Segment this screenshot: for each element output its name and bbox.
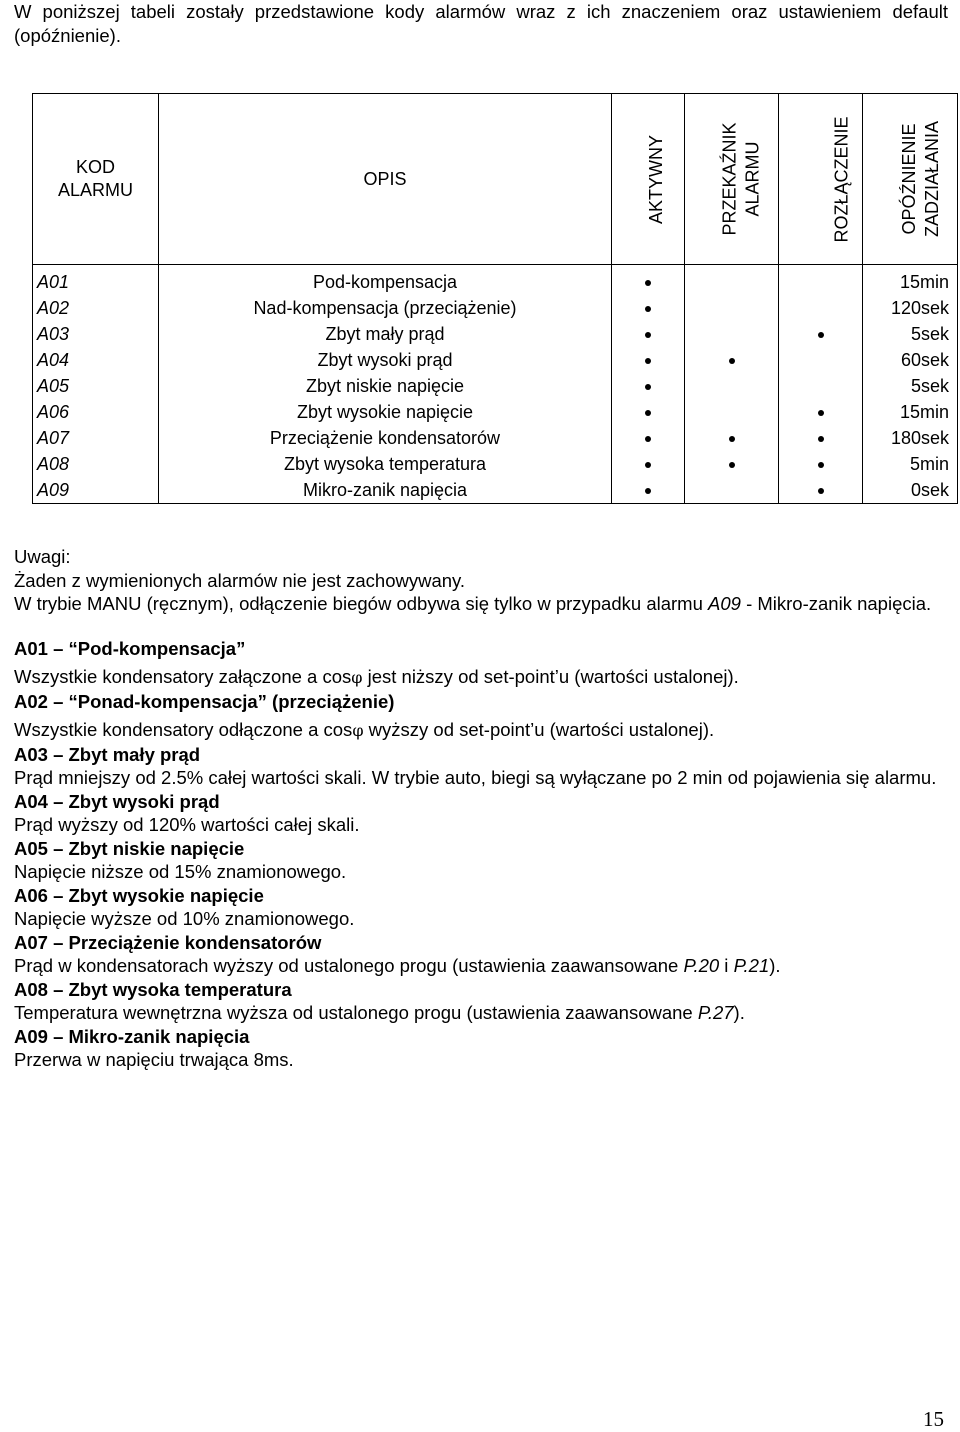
cell-code: A07 [33, 425, 159, 451]
cell-relay [685, 477, 779, 504]
bullet-dot-icon [729, 462, 735, 468]
cell-delay: 5sek [863, 373, 958, 399]
section-a04-heading: A04 – Zbyt wysoki prąd [14, 790, 220, 812]
bullet-dot-icon [818, 488, 824, 494]
cell-description: Pod-kompensacja [159, 269, 612, 295]
cell-active [612, 321, 685, 347]
section-a06-text: Napięcie wyższe od 10% znamionowego. [14, 908, 355, 929]
cell-delay: 180sek [863, 425, 958, 451]
bullet-dot-icon [645, 358, 651, 364]
cell-disconnect [779, 269, 863, 295]
cell-relay [685, 269, 779, 295]
cell-delay: 15min [863, 399, 958, 425]
cell-description: Zbyt mały prąd [159, 321, 612, 347]
bullet-dot-icon [729, 358, 735, 364]
section-a09-text: Przerwa w napięciu trwająca 8ms. [14, 1049, 294, 1070]
cell-delay: 0sek [863, 477, 958, 504]
cell-relay [685, 373, 779, 399]
section-a07-text: Prąd w kondensatorach wyższy od ustalonego progu (ustawienia zaawansowane P.20 i P.21). [14, 955, 781, 976]
cell-active [612, 373, 685, 399]
cell-relay [685, 451, 779, 477]
cell-description: Przeciążenie kondensatorów [159, 425, 612, 451]
notes-line-1: Żaden z wymienionych alarmów nie jest zachowywany. [14, 569, 466, 591]
cell-active [612, 477, 685, 504]
cell-disconnect [779, 425, 863, 451]
notes-line-2: W trybie MANU (ręcznym), odłączenie biegów odbywa się tylko w przypadku alarmu A09 - Mikro-zanik napięcia. [14, 593, 932, 614]
cell-active [612, 425, 685, 451]
section-a03-heading: A03 – Zbyt mały prąd [14, 743, 201, 765]
cell-relay [685, 321, 779, 347]
section-a01-text: Wszystkie kondensatory załączone a cosφ jest niższy od set-point’u (wartości ustalonej). [14, 666, 739, 687]
cell-description: Zbyt wysokie napięcie [159, 399, 612, 425]
section-a09-heading: A09 – Mikro-zanik napięcia [14, 1025, 250, 1047]
cell-description: Zbyt wysoki prąd [159, 347, 612, 373]
cell-relay [685, 295, 779, 321]
table-row [33, 425, 958, 451]
cell-delay: 120sek [863, 295, 958, 321]
section-a08-heading: A08 – Zbyt wysoka temperatura [14, 978, 292, 1000]
bullet-dot-icon [645, 462, 651, 468]
section-a07-heading: A07 – Przeciążenie kondensatorów [14, 931, 322, 953]
cell-relay [685, 347, 779, 373]
table-row [33, 477, 958, 504]
bullet-dot-icon [645, 306, 651, 312]
table-row [33, 321, 958, 347]
section-a02-heading: A02 – “Ponad-kompensacja” (przeciążenie) [14, 690, 395, 712]
page-number: 15 [923, 1407, 944, 1431]
bullet-dot-icon [645, 410, 651, 416]
header-disconnect: ROZŁĄCZENIE [779, 94, 863, 265]
section-a05-text: Napięcie niższe od 15% znamionowego. [14, 861, 347, 882]
bullet-dot-icon [818, 410, 824, 416]
header-alarm-relay: PRZEKAŹNIK ALARMU [685, 94, 779, 265]
cell-disconnect [779, 477, 863, 504]
cell-active [612, 451, 685, 477]
table-row [33, 295, 958, 321]
header-active: AKTYWNY [612, 94, 685, 265]
cell-active [612, 295, 685, 321]
bullet-dot-icon [818, 436, 824, 442]
table-row [33, 269, 958, 295]
cell-description: Nad-kompensacja (przeciążenie) [159, 295, 612, 321]
table-row [33, 399, 958, 425]
cell-disconnect [779, 321, 863, 347]
table-row [33, 451, 958, 477]
table-row [33, 347, 958, 373]
header-description: OPIS [159, 94, 612, 265]
header-code: KOD ALARMU [33, 94, 159, 265]
section-a01-heading: A01 – “Pod-kompensacja” [14, 637, 246, 659]
bullet-dot-icon [645, 332, 651, 338]
cell-code: A02 [33, 295, 159, 321]
intro-paragraph: W poniższej tabeli zostały przedstawione kody alarmów wraz z ich znaczeniem oraz ustawieniem default (opóźnienie). [14, 1, 948, 46]
cell-code: A08 [33, 451, 159, 477]
bullet-dot-icon [645, 436, 651, 442]
cell-active [612, 399, 685, 425]
cell-description: Zbyt wysoka temperatura [159, 451, 612, 477]
cell-disconnect [779, 347, 863, 373]
bullet-dot-icon [645, 488, 651, 494]
cell-code: A01 [33, 269, 159, 295]
cell-disconnect [779, 373, 863, 399]
cell-code: A06 [33, 399, 159, 425]
cell-active [612, 269, 685, 295]
header-delay: OPÓŹNIENIE ZADZIAŁANIA [863, 94, 958, 265]
cell-code: A05 [33, 373, 159, 399]
bullet-dot-icon [645, 384, 651, 390]
cell-relay [685, 399, 779, 425]
section-a06-heading: A06 – Zbyt wysokie napięcie [14, 884, 264, 906]
cell-disconnect [779, 451, 863, 477]
cell-disconnect [779, 295, 863, 321]
notes-section [14, 545, 944, 1072]
bullet-dot-icon [729, 436, 735, 442]
cell-code: A04 [33, 347, 159, 373]
cell-delay: 60sek [863, 347, 958, 373]
cell-relay [685, 425, 779, 451]
bullet-dot-icon [818, 332, 824, 338]
notes-title: Uwagi: [14, 546, 71, 567]
section-a05-heading: A05 – Zbyt niskie napięcie [14, 837, 245, 859]
cell-active [612, 347, 685, 373]
cell-disconnect [779, 399, 863, 425]
alarm-codes-table [32, 93, 958, 504]
section-a04-text: Prąd wyższy od 120% wartości całej skali. [14, 814, 360, 835]
cell-description: Mikro-zanik napięcia [159, 477, 612, 504]
table-row [33, 373, 958, 399]
cell-delay: 5sek [863, 321, 958, 347]
section-a08-text: Temperatura wewnętrzna wyższa od ustalonego progu (ustawienia zaawansowane P.27). [14, 1002, 745, 1023]
cell-code: A03 [33, 321, 159, 347]
cell-description: Zbyt niskie napięcie [159, 373, 612, 399]
section-a02-text: Wszystkie kondensatory odłączone a cosφ wyższy od set-point’u (wartości ustalonej). [14, 719, 715, 740]
cell-delay: 5min [863, 451, 958, 477]
cell-delay: 15min [863, 269, 958, 295]
cell-code: A09 [33, 477, 159, 504]
section-a03-text: Prąd mniejszy od 2.5% całej wartości skali. W trybie auto, biegi są wyłączane po 2 min od pojawienia się alarmu. [14, 767, 937, 788]
table-body [33, 265, 958, 504]
table-header-row [33, 94, 958, 265]
bullet-dot-icon [645, 280, 651, 286]
bullet-dot-icon [818, 462, 824, 468]
